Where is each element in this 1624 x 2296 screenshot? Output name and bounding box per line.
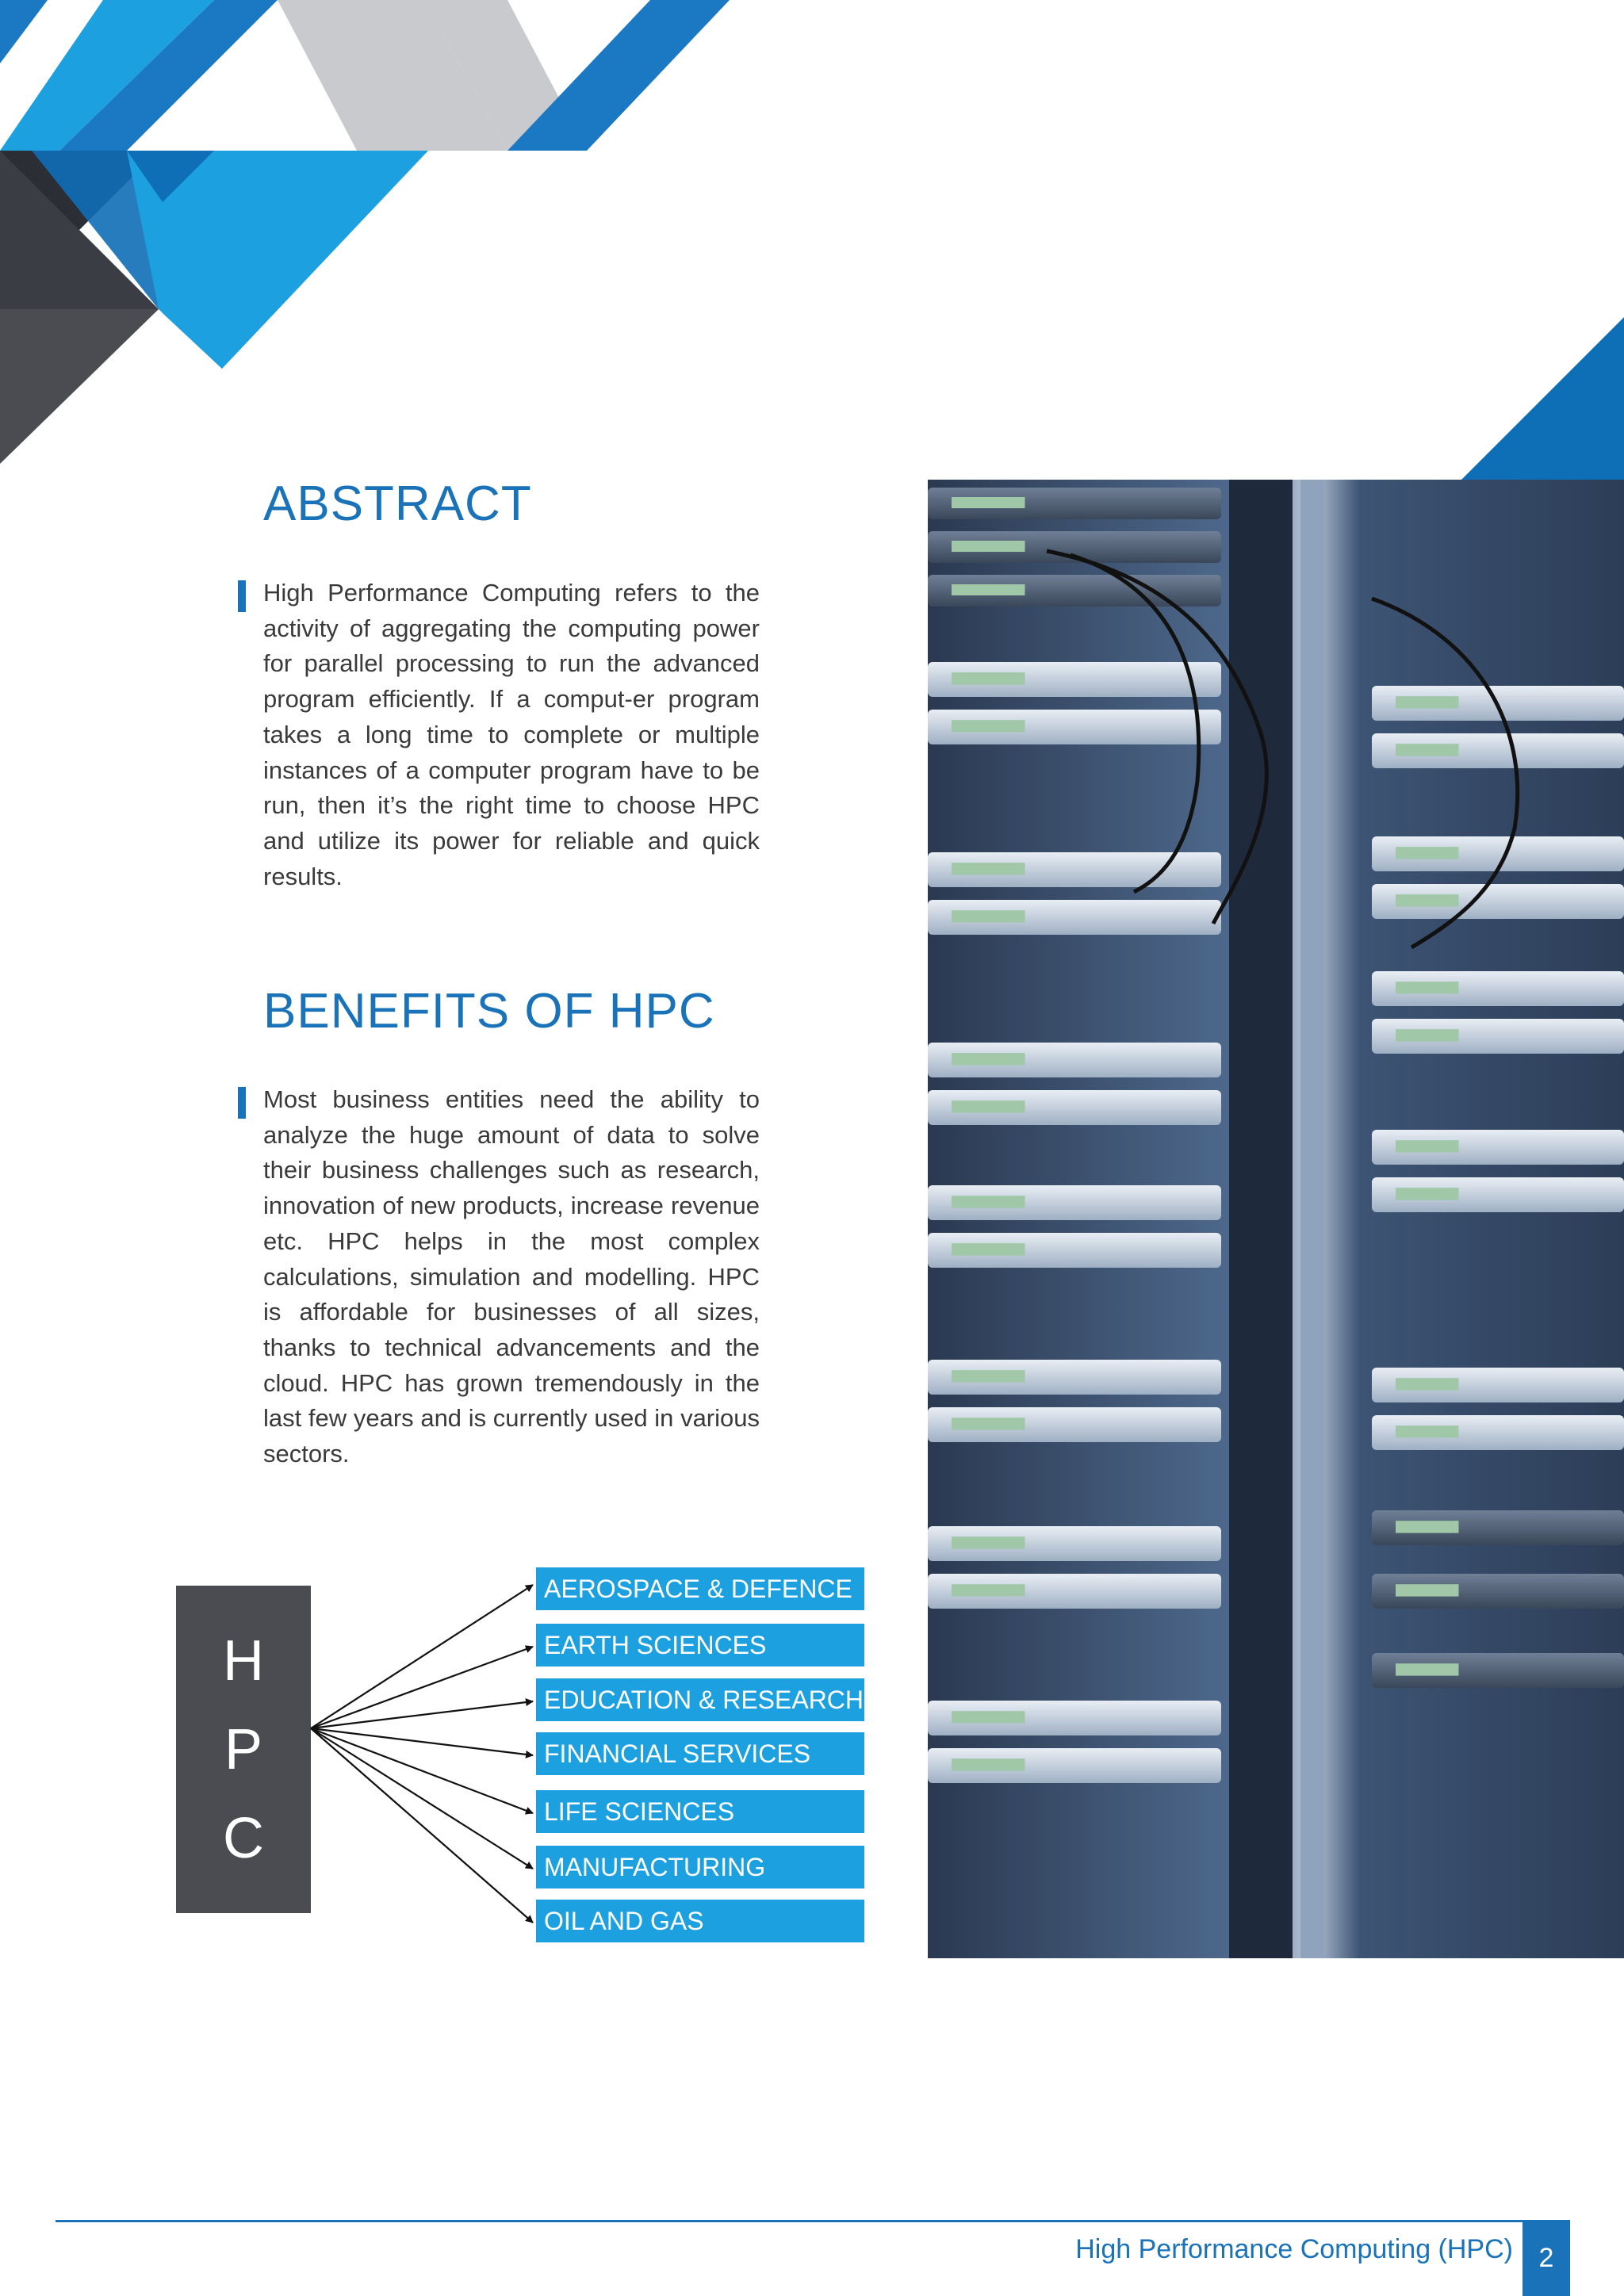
- rack-unit-display: [952, 1100, 1025, 1112]
- rack-unit-display: [952, 497, 1025, 508]
- server-rack-photo: [928, 480, 1624, 1958]
- rack-unit-display: [1396, 894, 1459, 906]
- footer-title: High Performance Computing (HPC): [1075, 2234, 1513, 2264]
- sector-earth-sciences: EARTH SCIENCES: [536, 1624, 864, 1667]
- hpc-letter-h: H: [223, 1628, 264, 1693]
- rack-unit-display: [952, 1536, 1025, 1548]
- corner-geometric-decoration: [0, 0, 737, 476]
- hpc-letter-c: C: [223, 1806, 264, 1870]
- rack-unit-display: [952, 541, 1025, 552]
- rack-unit-display: [952, 863, 1025, 874]
- abstract-heading: ABSTRACT: [263, 476, 532, 531]
- connector-arrow: [311, 1728, 533, 1869]
- rack-unit-display: [952, 1758, 1025, 1770]
- rack-unit-display: [952, 720, 1025, 732]
- sector-oil-and-gas: OIL AND GAS: [536, 1900, 864, 1942]
- abstract-paragraph: High Performance Computing refers to the activity of aggregating the computing power for parallel processing to run the advanced program efficiently. If a comput-er program takes a long time to complete or multiple instances of a computer program have to be run, then it’s the right time to choose HPC and utilize its power for reliable and quick results.: [263, 579, 760, 890]
- page-number: 2: [1522, 2220, 1570, 2296]
- connector-arrow: [311, 1585, 533, 1728]
- rack-unit-display: [1396, 1521, 1459, 1533]
- sector-aerospace-defence: AEROSPACE & DEFENCE: [536, 1567, 864, 1610]
- rack-unit-display: [1396, 1584, 1459, 1596]
- rack-unit-display: [952, 1243, 1025, 1255]
- rack-unit-display: [1396, 847, 1459, 859]
- rack-unit-display: [952, 910, 1025, 922]
- rack-unit-display: [952, 1584, 1025, 1596]
- rack-unit-display: [952, 1711, 1025, 1723]
- sector-education-research: EDUCATION & RESEARCH: [536, 1678, 864, 1721]
- rack-unit-display: [952, 672, 1025, 684]
- sector-manufacturing: MANUFACTURING: [536, 1846, 864, 1888]
- connector-arrow: [311, 1728, 533, 1755]
- rack-unit-display: [1396, 1140, 1459, 1152]
- rack-unit-display: [1396, 1029, 1459, 1041]
- rack-unit-display: [1396, 696, 1459, 708]
- rack-unit-display: [1396, 982, 1459, 993]
- rack-unit-display: [952, 584, 1025, 595]
- rack-unit-display: [952, 1053, 1025, 1065]
- benefits-accent-bar: [238, 1087, 246, 1119]
- connector-arrow: [311, 1701, 533, 1728]
- sector-financial-services: FINANCIAL SERVICES: [536, 1732, 864, 1775]
- rack-unit-display: [1396, 1188, 1459, 1200]
- rack-unit-display: [1396, 1425, 1459, 1437]
- rack-unit-display: [1396, 744, 1459, 756]
- hpc-letter-p: P: [224, 1717, 263, 1781]
- rack-unit-display: [952, 1196, 1025, 1207]
- benefits-paragraph: Most business entities need the ability to analyze the huge amount of data to solve their business challenges such as research, innovation of new products, increase revenue etc. HPC helps in the most complex calculations, simulation and modelling. HPC is affordable for businesses of all sizes, thanks to technical advancements and the cloud. HPC has grown tremendously in the last few years and is currently used in various sectors.: [263, 1085, 760, 1468]
- benefits-heading: BENEFITS OF HPC: [263, 984, 715, 1039]
- rack-unit-display: [952, 1370, 1025, 1382]
- sector-life-sciences: LIFE SCIENCES: [536, 1790, 864, 1833]
- rack-unit-display: [1396, 1663, 1459, 1675]
- abstract-accent-bar: [238, 580, 246, 612]
- hpc-box: [176, 1586, 311, 1913]
- rack-unit-display: [952, 1418, 1025, 1429]
- footer-divider: [56, 2220, 1570, 2222]
- connector-arrow: [311, 1728, 533, 1813]
- connector-arrow: [311, 1647, 533, 1728]
- rack-unit-display: [1396, 1378, 1459, 1390]
- connector-arrow: [311, 1728, 533, 1923]
